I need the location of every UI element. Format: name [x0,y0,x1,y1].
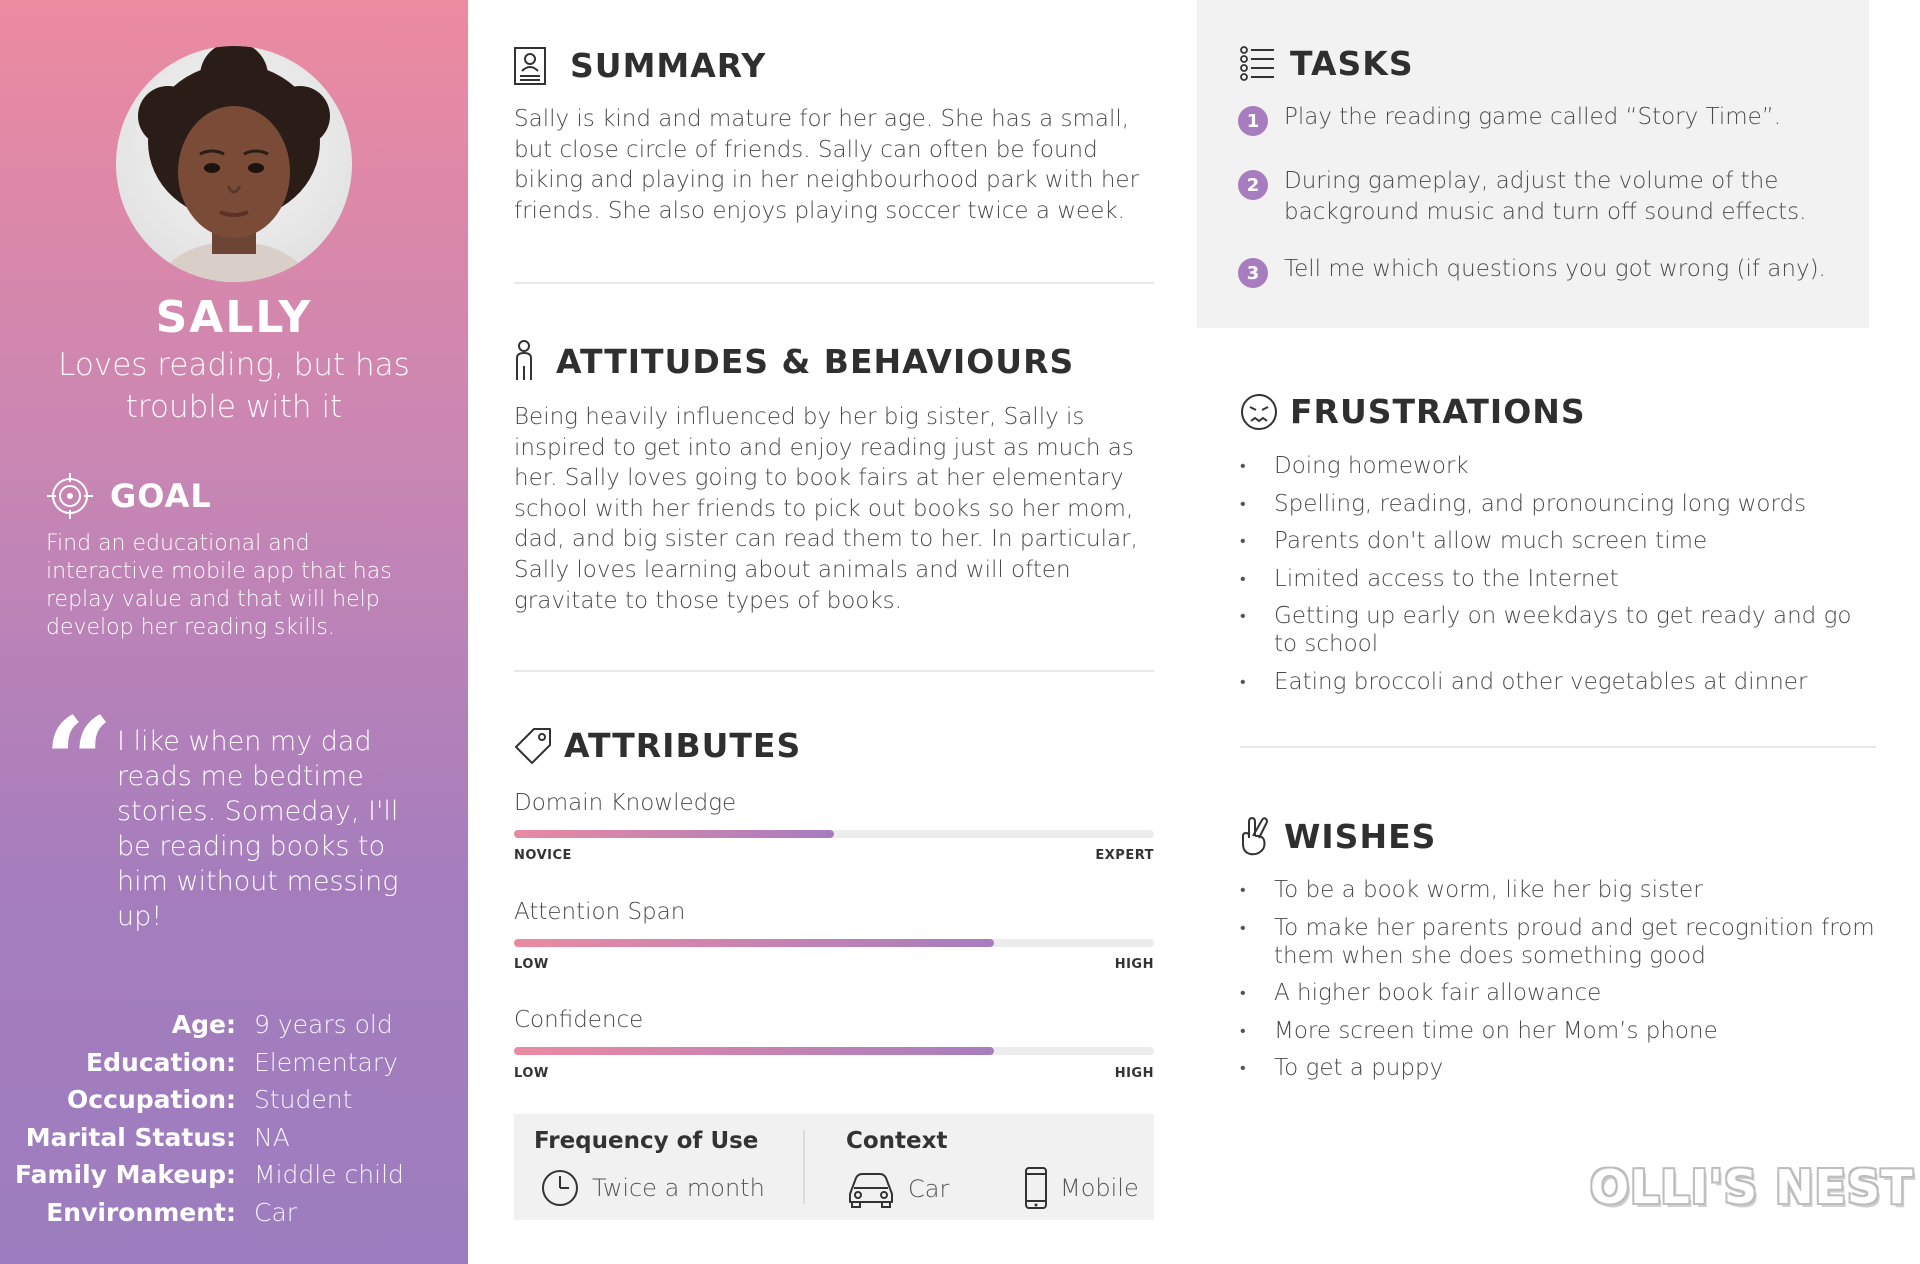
mobile-phone-icon [1024,1166,1048,1210]
attributes-header [514,726,801,765]
attribute-label: Domain Knowledge [514,790,737,816]
section-divider [1240,746,1876,748]
persona-tagline: Loves reading, but has trouble with it [58,347,410,425]
attribute-min-label: LOW [514,1066,549,1081]
task-item [1238,102,1844,136]
frustration-item: • Getting up early on weekdays to get ready and go to school [1240,602,1880,658]
goal-header [46,472,212,520]
fact-value: Student [254,1085,353,1115]
task-number-badge: 2 [1238,170,1268,200]
wish-item: • To make her parents proud and get recognition from them when she does something good [1240,914,1880,970]
frustration-item: • Doing homework [1240,452,1880,480]
fact-row [0,1119,468,1157]
fact-value: 9 years old [254,1010,393,1040]
frustration-item: • Parents don't allow much screen time [1240,527,1880,555]
frustrations-header [1240,392,1586,431]
task-item [1238,166,1844,227]
wishes-header [1240,816,1436,856]
clock-icon [540,1168,580,1208]
wish-item: • To be a book worm, like her big sister [1240,876,1880,904]
frequency-value: Twice a month [592,1174,765,1202]
frustrated-face-icon [1240,393,1278,431]
task-text: Play the reading game called “Story Time”. [1284,104,1782,130]
checklist-icon [1240,46,1276,82]
attribute-slider-fill [514,939,994,947]
fact-label: Family Makeup: [14,1160,236,1190]
fact-value: Car [254,1197,298,1227]
wishes-title: WISHES [1284,816,1437,856]
attribute-min-label: LOW [514,957,549,972]
avatar-portrait-image [116,46,352,282]
persona-avatar [116,46,352,282]
fact-row [0,1156,468,1194]
task-text: Tell me which questions you got wrong (if any). [1284,256,1826,282]
attitudes-text: Being heavily influenced by her big sister, Sally is inspired to get into and enjoy reading just as much as her. Sally loves going to book fairs at her elementary school with her friends to pick out books so her mom, dad, and big sister can read them to her. In particular, Sally loves learning about animals and will often gravitate to those types of books. [514,404,1138,614]
task-number-badge: 3 [1238,258,1268,288]
attribute-slider-fill [514,1047,994,1055]
persona-sidebar [0,0,468,1264]
context-title: Context [846,1128,948,1154]
task-text: During gameplay, adjust the volume of the background music and turn off sound effects. [1284,168,1807,225]
tag-icon [514,727,552,765]
brand-logo: OLLI'S NEST [1590,1160,1914,1214]
summary-header [514,46,766,85]
attributes-title: ATTRIBUTES [564,726,802,765]
wish-item: • More screen time on her Mom’s phone [1240,1017,1880,1045]
fact-label: Age: [171,1010,236,1040]
tasks-header [1240,44,1414,83]
attribute-slider [514,1047,1154,1055]
fact-value: Elementary [254,1047,398,1077]
fact-label: Marital Status: [25,1122,236,1152]
fact-label: Environment: [46,1197,236,1227]
wish-item: • A higher book fair allowance [1240,979,1880,1007]
section-divider [514,282,1154,284]
task-number-badge: 1 [1238,106,1268,136]
target-icon [46,472,94,520]
attribute-max-label: EXPERT [1095,848,1154,863]
summary-title: SUMMARY [570,46,767,85]
attribute-max-label: HIGH [1114,1066,1154,1081]
task-item [1238,254,1844,288]
attribute-label: Confidence [514,1007,644,1033]
summary-text: Sally is kind and mature for her age. She has a small, but close circle of friends. Sally can often be found biking and playing in her neighbourhood park with her friends. She also enjoys playing soccer twice a week. [514,106,1140,224]
fact-row [0,1194,468,1232]
fact-label: Occupation: [67,1085,236,1115]
frustration-item: • Eating broccoli and other vegetables at dinner [1240,668,1880,696]
crossed-fingers-icon [1240,816,1270,856]
fact-row [0,1044,468,1082]
context-value: Car [908,1175,950,1203]
fact-value: Middle child [254,1160,404,1190]
fact-row [0,1081,468,1119]
persona-name: SALLY [155,292,313,343]
frustrations-list [1240,452,1880,706]
attribute-min-label: NOVICE [514,848,572,863]
goal-text: Find an educational and interactive mobile app that has replay value and that will help develop her reading skills. [46,531,392,640]
attribute-slider-fill [514,830,834,838]
attribute-slider [514,830,1154,838]
frustration-item: • Limited access to the Internet [1240,565,1880,593]
persona-facts [0,1006,468,1231]
quote-mark-icon: “ [44,691,114,832]
attribute-slider [514,939,1154,947]
fact-row [0,1006,468,1044]
fact-value: NA [254,1122,290,1152]
profile-document-icon [514,47,546,85]
frustration-item: • Spelling, reading, and pronouncing long words [1240,490,1880,518]
frustrations-title: FRUSTRATIONS [1290,392,1586,431]
usage-panel [514,1114,1154,1220]
tasks-title: TASKS [1290,44,1414,83]
attitudes-header [514,340,1074,382]
attribute-max-label: HIGH [1114,957,1154,972]
section-divider [514,670,1154,672]
person-icon [514,340,534,382]
usage-separator [803,1130,805,1204]
persona-quote: I like when my dad reads me bedtime stories. Someday, I'll be reading books to him without messing up! [117,726,399,932]
car-icon [846,1170,896,1208]
wish-item: • To get a puppy [1240,1054,1880,1082]
wishes-list [1240,876,1880,1092]
context-value: Mobile [1060,1174,1139,1202]
goal-title: GOAL [110,477,212,515]
frequency-title: Frequency of Use [534,1128,759,1154]
frequency-item [540,1168,765,1208]
attribute-label: Attention Span [514,899,686,925]
attitudes-title: ATTITUDES & BEHAVIOURS [556,341,1075,381]
context-item-mobile [1024,1166,1139,1210]
fact-label: Education: [86,1047,236,1077]
context-item-car [846,1170,949,1208]
